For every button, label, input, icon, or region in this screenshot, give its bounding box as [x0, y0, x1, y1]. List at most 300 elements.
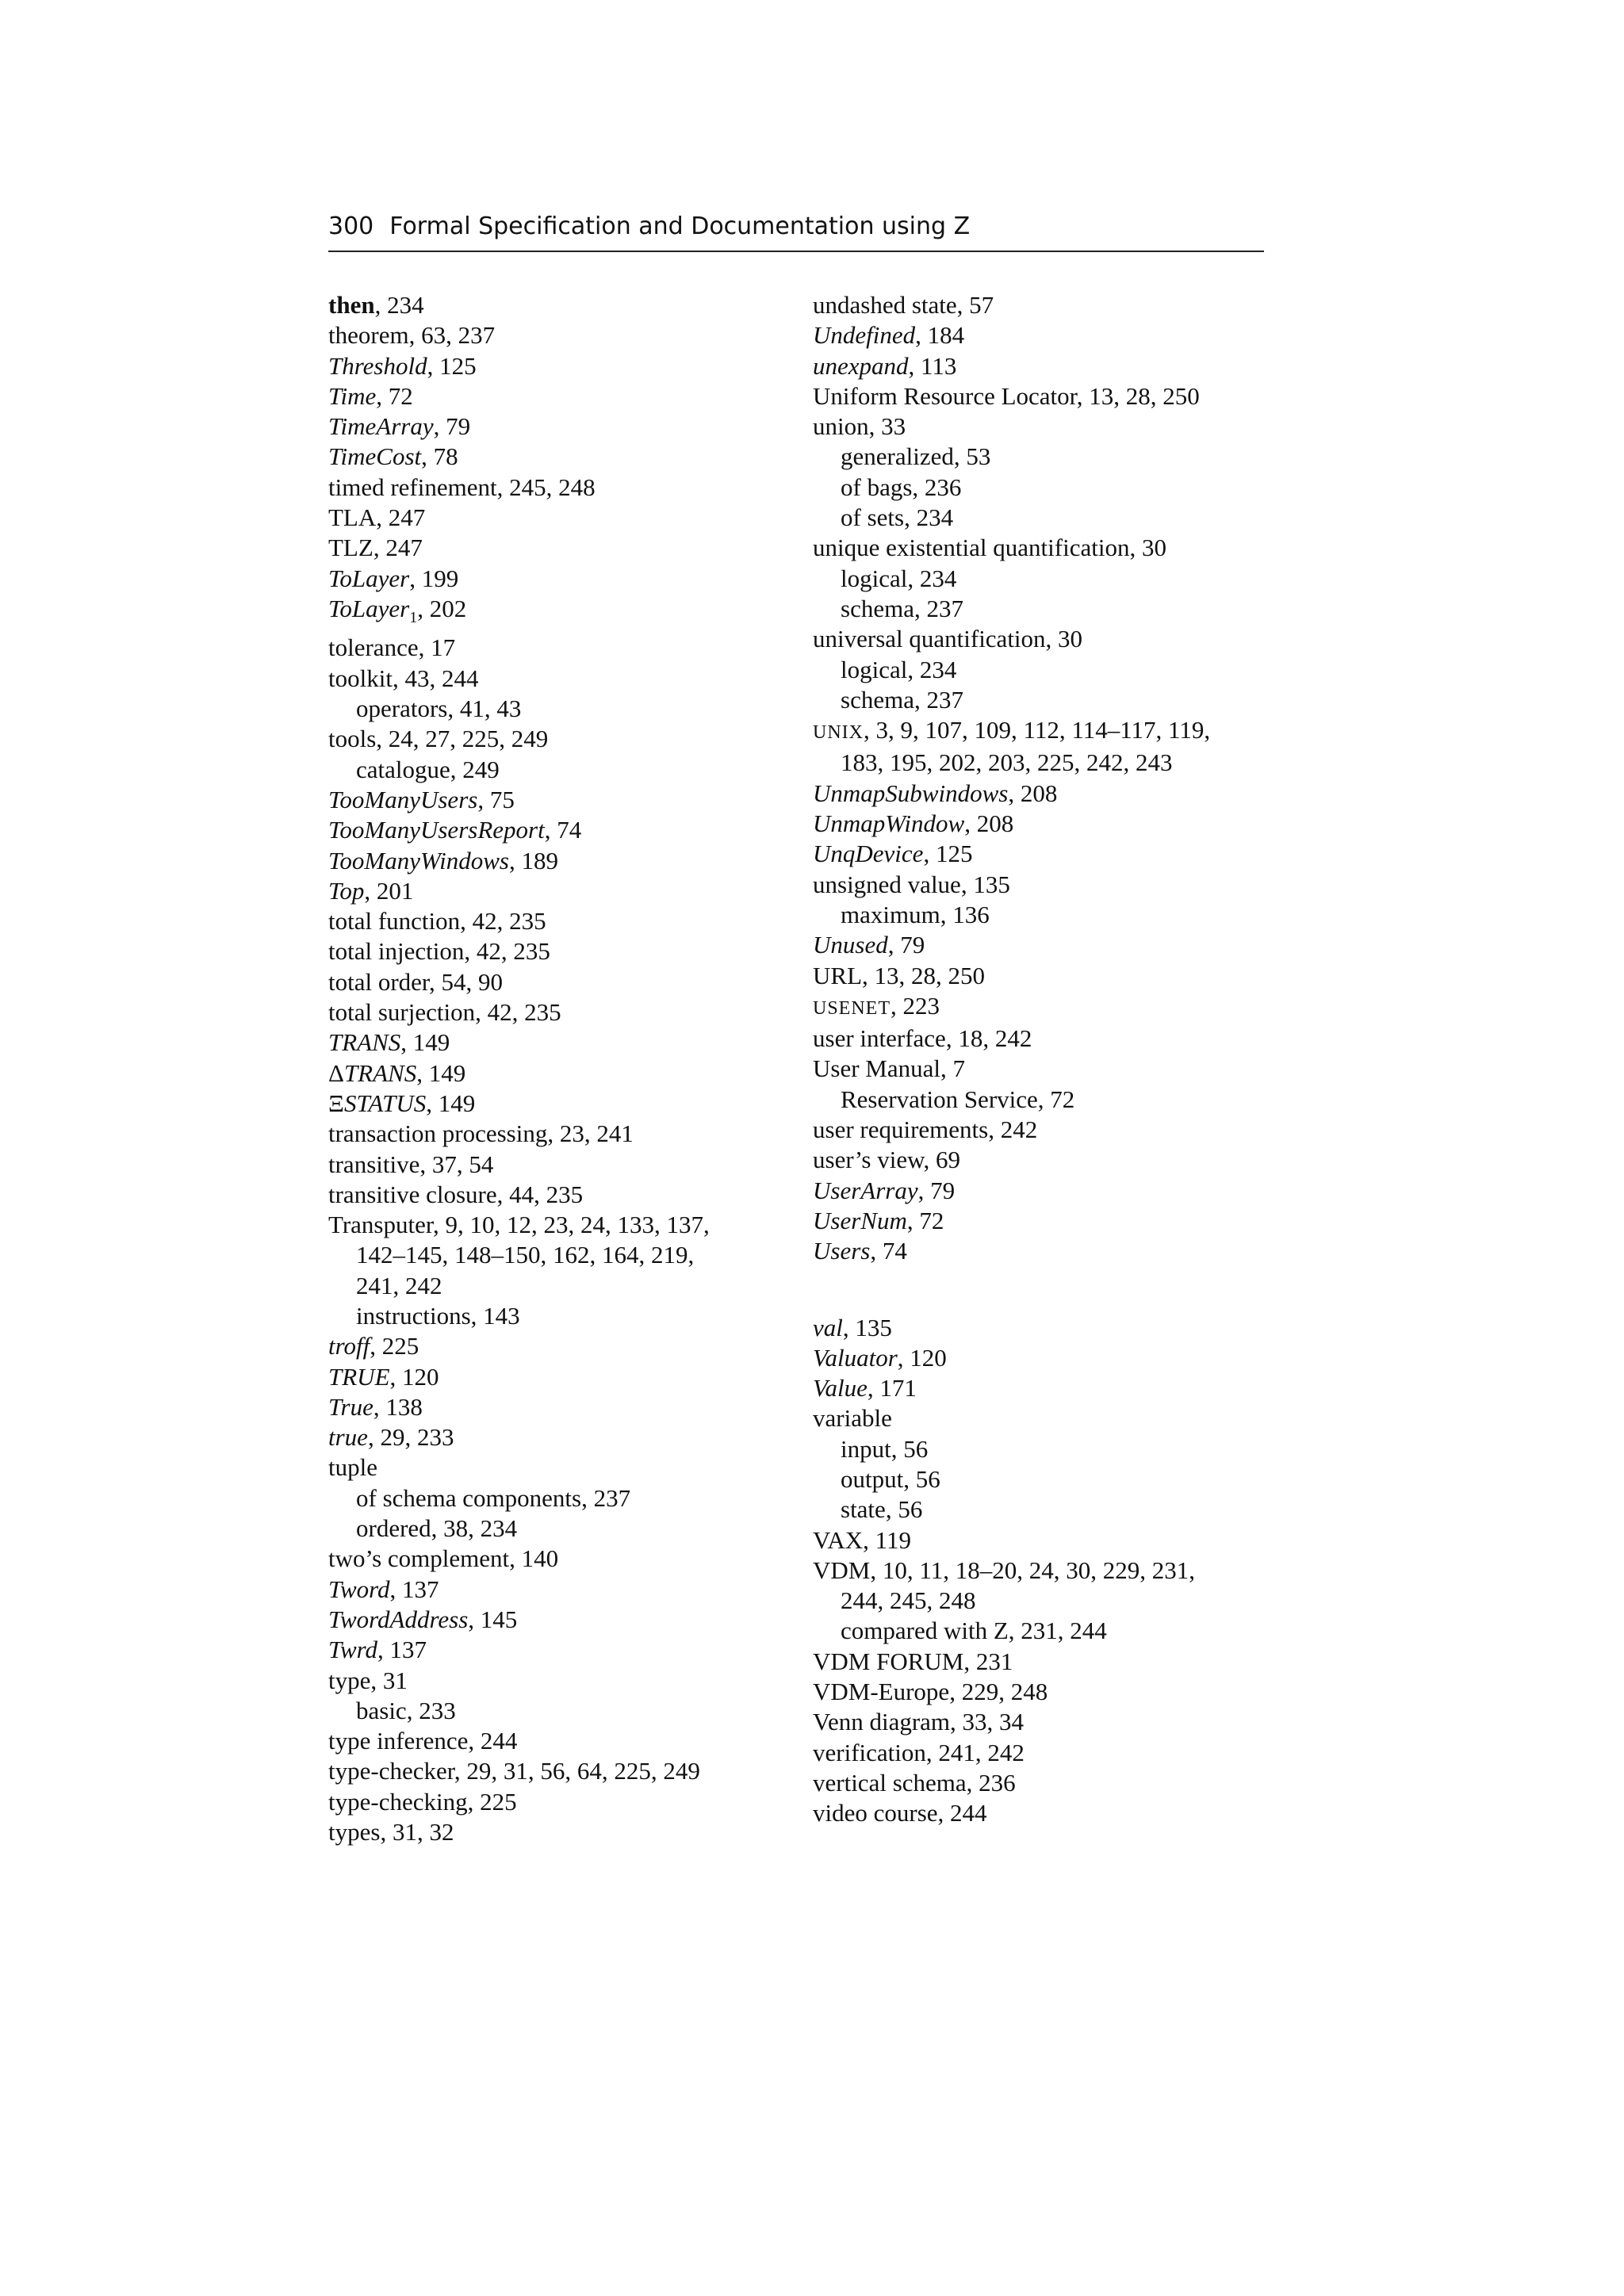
index-term-text: user interface	[813, 1024, 946, 1053]
index-pages: , 244	[468, 1727, 518, 1755]
index-pages: , 208	[964, 809, 1014, 838]
index-term	[813, 962, 862, 989]
index-term	[328, 1332, 370, 1360]
index-term	[813, 1054, 940, 1082]
index-term-text: Valuator	[813, 1343, 898, 1372]
index-term	[813, 412, 869, 440]
index-term-text: 183, 195, 202, 203, 225, 242, 243	[841, 748, 1173, 777]
index-term-text: undashed state	[813, 291, 957, 319]
index-term-text: Undefined	[813, 321, 916, 350]
index-term-subscript: 1	[409, 609, 418, 627]
index-pages: , 30	[1129, 534, 1166, 562]
index-term-text: TooManyWindows	[328, 846, 509, 874]
index-term-text: Uniform Resource Locator	[813, 381, 1077, 410]
index-term	[841, 442, 954, 470]
index-pages: , 79	[433, 412, 471, 441]
index-term-text: ToLayer	[328, 594, 410, 622]
index-pages: , 247	[376, 503, 426, 532]
index-term	[841, 595, 914, 622]
index-pages: , 247	[373, 534, 423, 562]
index-entry	[328, 533, 796, 563]
index-term	[328, 1211, 433, 1238]
index-entry	[328, 1696, 796, 1726]
index-term	[328, 664, 393, 692]
index-pages: , 137	[389, 1575, 439, 1603]
index-term	[356, 1302, 471, 1330]
index-term	[841, 1586, 976, 1614]
index-pages: , 120	[897, 1343, 947, 1372]
index-term-text: maximum	[841, 900, 940, 928]
index-term-text: transitive	[328, 1150, 420, 1178]
index-term	[328, 633, 419, 661]
index-pages: , 120	[389, 1362, 439, 1391]
index-term-text: of sets	[841, 503, 905, 532]
index-term-text: STATUS	[343, 1089, 427, 1117]
index-term-text: two’s complement	[328, 1544, 510, 1573]
index-term	[328, 412, 434, 440]
index-term	[356, 756, 450, 783]
index-entry	[813, 715, 1281, 748]
index-term	[813, 1647, 963, 1675]
index-term	[328, 594, 418, 627]
index-term	[813, 722, 864, 743]
index-term-text: Unused	[813, 931, 888, 959]
index-pages: , 244	[937, 1799, 987, 1827]
index-entry	[328, 1058, 796, 1089]
index-entry	[328, 1089, 796, 1119]
index-entry	[328, 876, 796, 906]
index-term	[328, 564, 409, 592]
index-term-text: theorem	[328, 321, 409, 350]
index-term-text: TimeArray	[328, 412, 434, 441]
index-entry	[328, 815, 796, 845]
index-pages: , 237	[581, 1483, 631, 1512]
index-entry	[813, 473, 1281, 503]
index-pages: , 29, 233	[367, 1423, 454, 1452]
index-entry	[328, 1210, 796, 1240]
index-term	[813, 998, 891, 1019]
index-pages: , 13, 28, 250	[1076, 381, 1200, 410]
index-term	[328, 1757, 454, 1785]
index-term-text: TRANS	[343, 1058, 417, 1087]
index-entry	[328, 1635, 796, 1665]
index-term-text: total function	[328, 907, 461, 936]
index-entry	[328, 1331, 796, 1361]
index-term-text: tools	[328, 725, 377, 753]
index-term-text: Venn diagram	[813, 1708, 951, 1736]
index-entry	[813, 1176, 1281, 1206]
index-pages: , 69	[923, 1146, 960, 1174]
index-term	[356, 1241, 694, 1269]
index-entry	[813, 1768, 1281, 1798]
index-term	[328, 816, 545, 844]
index-term-text: 244, 245, 248	[841, 1586, 976, 1615]
index-entry	[328, 381, 796, 411]
index-entry	[328, 1513, 796, 1544]
index-pages: , 143	[470, 1301, 520, 1330]
index-pages: , 135	[842, 1313, 892, 1341]
index-pages: , 54, 90	[429, 967, 504, 996]
index-term-text: VAX	[813, 1525, 864, 1554]
index-entry	[813, 900, 1281, 930]
index-term	[328, 321, 409, 349]
index-term	[328, 291, 375, 319]
index-entry	[328, 906, 796, 936]
index-term	[813, 534, 1129, 561]
index-term	[813, 1115, 988, 1143]
index-pages: , 72	[906, 1206, 944, 1234]
index-entry	[328, 564, 796, 594]
index-letter-gap	[813, 1267, 1281, 1313]
index-term	[813, 871, 961, 898]
index-pages: , 184	[915, 321, 965, 350]
index-term	[841, 1435, 891, 1463]
index-term-text: Reservation Service	[841, 1085, 1038, 1113]
index-term-text: ordered	[356, 1514, 431, 1543]
index-pages: , 37, 54	[419, 1150, 494, 1178]
index-term	[356, 1514, 431, 1542]
index-entry	[328, 967, 796, 997]
index-pages: , 189	[508, 846, 558, 874]
index-pages: , 236	[966, 1768, 1016, 1797]
index-term-text: operators	[356, 695, 448, 723]
index-term-text: schema	[841, 685, 914, 714]
index-pages: , 237	[914, 685, 963, 714]
index-term-text: TimeCost	[328, 442, 422, 471]
index-term	[328, 907, 460, 935]
index-term-text: total injection	[328, 937, 465, 966]
index-entry	[328, 1119, 796, 1149]
index-pages: , 208	[1008, 779, 1058, 807]
index-pages: , 135	[960, 870, 1010, 898]
index-term	[813, 1314, 843, 1341]
index-pages: , 63, 237	[408, 321, 496, 350]
index-entry	[328, 1726, 796, 1756]
index-term	[328, 352, 427, 380]
index-entry	[813, 1798, 1281, 1828]
index-term	[813, 1404, 892, 1432]
index-term	[813, 1708, 950, 1735]
index-term-text: Tword	[328, 1575, 390, 1603]
index-pages: , 137	[377, 1636, 427, 1664]
index-entry	[328, 351, 796, 381]
index-term-text: schema	[841, 594, 914, 622]
index-entry	[328, 997, 796, 1027]
index-term-text: catalogue	[356, 755, 450, 783]
index-pages: , 234	[904, 503, 954, 532]
index-entry	[328, 785, 796, 815]
index-pages: , 17	[418, 633, 456, 662]
index-term-text: 241, 242	[356, 1271, 442, 1299]
index-entry	[328, 594, 796, 633]
index-term-text: val	[813, 1313, 843, 1341]
index-term	[813, 1799, 938, 1827]
index-term	[841, 1495, 886, 1523]
index-pages: , 113	[908, 351, 957, 380]
index-term-text: TooManyUsers	[328, 785, 478, 813]
index-term	[841, 473, 912, 501]
index-pages: , 23, 241	[547, 1119, 634, 1148]
index-term-text: Value	[813, 1374, 868, 1402]
index-column-left	[328, 290, 796, 1847]
index-pages: , 10, 11, 18–20, 24, 30, 229, 231,	[870, 1556, 1195, 1584]
index-term	[813, 1207, 907, 1234]
index-entry	[813, 870, 1281, 900]
index-pages: , 249	[450, 755, 500, 783]
index-entry	[813, 1707, 1281, 1737]
index-term-text: UnmapSubwindows	[813, 779, 1009, 807]
index-entry	[813, 442, 1281, 472]
index-term-text: union	[813, 412, 869, 441]
index-pages: , 125	[427, 351, 477, 380]
index-entry	[813, 1616, 1281, 1646]
index-entry	[813, 961, 1281, 991]
index-term-text: compared with Z	[841, 1617, 1009, 1645]
index-term-text: of schema components	[356, 1483, 582, 1512]
index-pages: , 41, 43	[447, 695, 522, 723]
index-term-text: Threshold	[328, 351, 427, 380]
index-pages: , 242	[988, 1115, 1038, 1144]
index-term-text: user requirements	[813, 1115, 989, 1144]
index-term	[328, 503, 376, 531]
page-number: 300	[328, 212, 374, 240]
index-term-text: troff	[328, 1332, 370, 1360]
index-entry	[813, 1236, 1281, 1266]
index-entry	[813, 411, 1281, 442]
index-pages: , 33, 34	[950, 1708, 1025, 1736]
index-term-text: state	[841, 1495, 886, 1524]
index-pages: , 149	[416, 1058, 466, 1087]
index-term	[356, 695, 447, 722]
index-term-prefix: Ξ	[328, 1089, 344, 1117]
index-term	[356, 1697, 407, 1724]
index-term	[328, 1119, 547, 1147]
index-term	[328, 1089, 426, 1117]
index-term	[841, 564, 907, 592]
index-pages: , 57	[956, 291, 994, 319]
index-entry	[328, 1150, 796, 1180]
index-term	[813, 352, 909, 380]
index-term	[841, 1617, 1009, 1644]
index-pages: , 201	[364, 876, 414, 905]
index-term	[841, 901, 940, 928]
index-term-text: unique existential quantification	[813, 534, 1130, 562]
index-term	[328, 877, 364, 905]
index-entry	[813, 1145, 1281, 1175]
index-term-text: variable	[813, 1404, 892, 1433]
index-term-text: Time	[328, 381, 377, 410]
index-pages: , 30	[1045, 625, 1083, 653]
index-term-text: True	[328, 1392, 373, 1421]
index-pages: , 42, 235	[464, 937, 550, 966]
index-term	[813, 1146, 923, 1173]
index-entry	[328, 290, 796, 320]
index-term	[328, 1453, 377, 1481]
index-entry	[813, 1343, 1281, 1373]
index-entry	[813, 1525, 1281, 1556]
index-term-text: TwordAddress	[328, 1605, 469, 1633]
index-term-text: type-checker	[328, 1757, 454, 1785]
index-entry	[813, 533, 1281, 563]
index-term-text: Top	[328, 876, 365, 905]
index-entry	[813, 1464, 1281, 1494]
index-pages: , 79	[917, 1176, 956, 1204]
index-entry	[328, 1817, 796, 1847]
index-term	[356, 1484, 581, 1512]
index-pages: , 231	[963, 1647, 1013, 1675]
index-term	[841, 1465, 903, 1493]
index-entry	[328, 1271, 796, 1301]
index-term-text: USENET	[813, 997, 891, 1019]
index-entry	[328, 1240, 796, 1270]
index-term-text: UNIX	[813, 722, 864, 744]
running-header	[328, 212, 1264, 252]
index-pages: , 119	[863, 1525, 912, 1554]
index-term	[813, 1374, 868, 1402]
index-pages: , 199	[409, 564, 459, 592]
index-pages: , 42, 235	[475, 998, 561, 1027]
index-pages: , 140	[509, 1544, 559, 1573]
index-pages: , 29, 31, 56, 64, 225, 249	[454, 1757, 700, 1785]
index-pages: , 241, 242	[925, 1738, 1025, 1766]
index-term-prefix: Δ	[328, 1058, 344, 1087]
index-term	[328, 534, 373, 561]
index-pages: , 53	[953, 442, 991, 471]
index-entry	[328, 1666, 796, 1696]
index-term-text: of bags	[841, 473, 913, 501]
index-entry	[328, 755, 796, 785]
index-term	[356, 1272, 442, 1299]
index-term	[328, 1818, 380, 1846]
index-entry	[328, 442, 796, 472]
index-term-text: URL	[813, 961, 862, 989]
index-pages: , 234	[374, 291, 424, 319]
index-term	[328, 1181, 497, 1208]
index-entry	[813, 1738, 1281, 1768]
index-term-text: timed refinement	[328, 473, 497, 501]
index-term	[841, 686, 914, 714]
index-term	[328, 1605, 468, 1633]
index-pages: , 74	[544, 816, 582, 844]
index-term	[328, 1788, 468, 1816]
index-pages: , 18, 242	[945, 1024, 1032, 1053]
index-term-text: user’s view	[813, 1146, 924, 1174]
index-entry	[328, 694, 796, 724]
index-term-text: Users	[813, 1237, 871, 1265]
index-term-text: 142–145, 148–150, 162, 164, 219,	[356, 1241, 695, 1269]
index-pages: , 3, 9, 107, 109, 112, 114–117, 119,	[864, 716, 1211, 744]
index-pages: , 31	[370, 1666, 408, 1694]
index-term	[813, 382, 1077, 410]
index-term	[328, 382, 376, 410]
index-term-text: then	[328, 291, 375, 319]
index-pages: , 125	[923, 840, 973, 868]
index-pages: , 72	[1037, 1085, 1075, 1113]
index-term	[328, 937, 464, 965]
index-entry	[813, 1313, 1281, 1343]
index-term	[813, 1024, 946, 1052]
index-term-text: TRANS	[328, 1028, 401, 1057]
index-entry	[813, 1647, 1281, 1677]
index-term-text: VDM FORUM	[813, 1647, 964, 1675]
index-entry	[813, 381, 1281, 411]
index-term-text: tolerance	[328, 633, 419, 662]
index-pages: , 234	[907, 655, 957, 683]
index-entry	[813, 1403, 1281, 1433]
index-entry	[813, 685, 1281, 715]
index-column-right	[813, 290, 1281, 1829]
index-entry	[813, 320, 1281, 350]
index-entry	[328, 1301, 796, 1331]
index-term	[328, 1150, 419, 1178]
index-entry	[328, 846, 796, 876]
index-entry	[813, 503, 1281, 533]
index-pages: , 145	[468, 1605, 518, 1633]
index-pages: , 56	[891, 1434, 929, 1463]
index-term-text: Twrd	[328, 1636, 378, 1664]
index-term	[328, 1059, 416, 1087]
index-term-text: type-checking	[328, 1787, 468, 1816]
index-entry	[328, 633, 796, 663]
index-pages: , 56	[903, 1464, 940, 1493]
index-term	[328, 1363, 390, 1391]
index-pages: , 74	[870, 1237, 907, 1265]
index-term	[813, 809, 964, 837]
index-pages: , 223	[891, 991, 940, 1020]
index-term-text: toolkit	[328, 664, 393, 692]
index-term-text: verification	[813, 1738, 926, 1766]
index-pages: , 202	[417, 594, 467, 622]
index-entry	[813, 839, 1281, 869]
index-term	[813, 1344, 898, 1372]
index-term	[328, 725, 376, 752]
index-term-text: transaction processing	[328, 1119, 548, 1148]
index-term-text: UnqDevice	[813, 840, 924, 868]
index-pages: , 38, 234	[431, 1514, 518, 1543]
index-term	[813, 1177, 918, 1204]
index-entry	[813, 748, 1281, 778]
index-term-text: TLZ	[328, 534, 373, 562]
index-term	[328, 1544, 509, 1572]
index-pages: , 72	[376, 381, 413, 410]
index-entry	[813, 1085, 1281, 1115]
index-term	[328, 1727, 468, 1755]
index-entry	[328, 1180, 796, 1210]
index-entry	[328, 1362, 796, 1392]
index-entry	[328, 1756, 796, 1786]
index-pages: , 75	[477, 785, 515, 813]
index-pages: , 237	[914, 594, 963, 622]
index-term	[328, 786, 477, 813]
index-pages: , 229, 248	[949, 1678, 1048, 1706]
index-entry	[328, 503, 796, 533]
index-term	[813, 625, 1046, 652]
index-pages: , 7	[940, 1054, 965, 1083]
index-term-text: tuple	[328, 1453, 377, 1482]
index-term-text: instructions	[356, 1301, 471, 1330]
index-pages: , 233	[406, 1696, 456, 1724]
index-term-text: universal quantification	[813, 625, 1046, 653]
index-term-text: type	[328, 1666, 371, 1694]
index-term-text: TooManyUsersReport	[328, 816, 545, 844]
index-term	[841, 656, 907, 683]
index-term-text: input	[841, 1434, 891, 1463]
index-pages: , 225	[370, 1332, 419, 1360]
index-pages: , 149	[400, 1028, 450, 1057]
index-term	[841, 1085, 1038, 1113]
index-term-text: Transputer	[328, 1211, 433, 1239]
index-entry	[328, 1027, 796, 1058]
